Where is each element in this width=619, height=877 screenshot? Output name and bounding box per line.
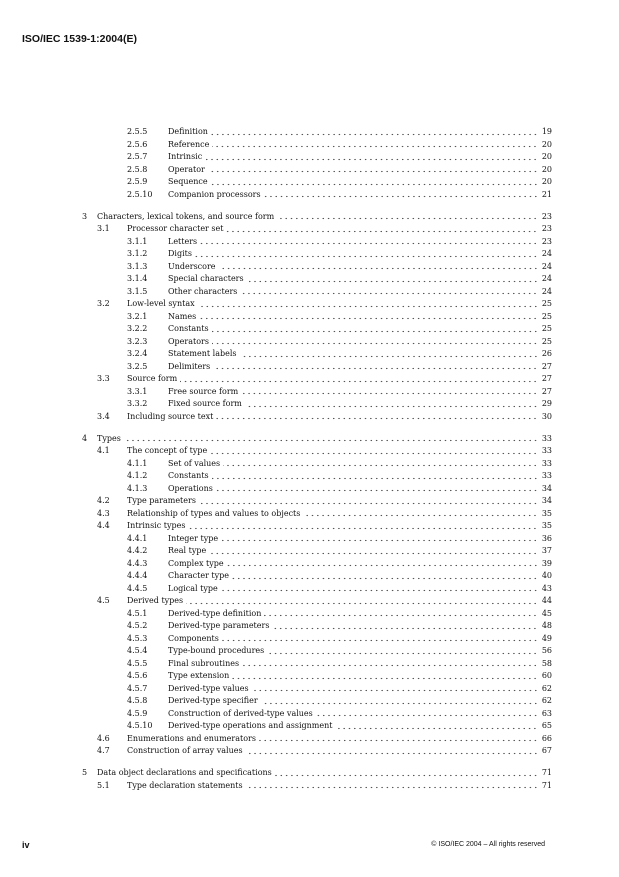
toc-entry[interactable] bbox=[82, 151, 552, 164]
dot-leader bbox=[188, 520, 538, 530]
toc-spacer bbox=[82, 201, 552, 211]
toc-entry-number: 5.1 bbox=[97, 780, 110, 790]
toc-entry[interactable] bbox=[82, 533, 552, 546]
toc-entry[interactable] bbox=[82, 273, 552, 286]
toc-entry-page: 71 bbox=[541, 768, 552, 777]
dot-leader bbox=[199, 495, 538, 505]
toc-entry-page: 65 bbox=[541, 721, 552, 730]
toc-entry-number: 4.5.7 bbox=[127, 683, 148, 693]
toc-entry-page: 23 bbox=[541, 236, 552, 246]
toc-entry-number: 3.3.2 bbox=[127, 399, 148, 408]
toc-entry-title: Statement labels bbox=[168, 349, 237, 358]
toc-entry[interactable] bbox=[82, 708, 552, 721]
toc-entry-title: Fixed source form bbox=[168, 399, 242, 408]
dot-leader bbox=[180, 373, 538, 383]
toc-entry-title: Operator bbox=[168, 164, 205, 174]
toc-entry-title: Derived-type operations and assignment bbox=[168, 721, 333, 730]
toc-entry-title: Processor character set bbox=[127, 224, 224, 233]
toc-entry-title: Characters, lexical tokens, and source form bbox=[97, 211, 275, 221]
toc-entry[interactable] bbox=[82, 695, 552, 708]
toc-entry-title: Type extension bbox=[168, 671, 230, 680]
toc-entry-title: Free source form bbox=[168, 386, 239, 396]
toc-entry-title: Types bbox=[97, 433, 121, 443]
toc-entry[interactable] bbox=[82, 189, 552, 202]
toc-entry[interactable] bbox=[82, 483, 552, 496]
toc-entry-number: 4.5.5 bbox=[127, 658, 148, 668]
toc-entry-title: Source form bbox=[127, 374, 178, 383]
dot-leader bbox=[223, 458, 538, 468]
toc-entry-number: 4.1.2 bbox=[127, 471, 148, 480]
toc-entry[interactable] bbox=[82, 470, 552, 483]
toc-entry[interactable] bbox=[82, 248, 552, 261]
dot-leader bbox=[246, 745, 538, 755]
toc-entry[interactable] bbox=[82, 720, 552, 733]
dot-leader bbox=[212, 323, 538, 333]
dot-leader bbox=[221, 533, 538, 543]
toc-entry[interactable] bbox=[82, 595, 552, 608]
toc-entry-page: 35 bbox=[541, 521, 552, 530]
toc-entry-number: 4.4.4 bbox=[127, 571, 148, 580]
toc-entry[interactable] bbox=[82, 236, 552, 249]
toc-entry-page: 33 bbox=[541, 446, 552, 455]
toc-entry-title: Complex type bbox=[168, 558, 224, 568]
toc-entry[interactable] bbox=[82, 645, 552, 658]
toc-entry-number: 4.4.5 bbox=[127, 583, 148, 593]
toc-entry-title: Letters bbox=[168, 236, 198, 246]
toc-entry-page: 20 bbox=[541, 152, 552, 161]
toc-entry-page: 43 bbox=[541, 583, 552, 593]
toc-entry-page: 62 bbox=[541, 683, 552, 693]
toc-entry-page: 25 bbox=[541, 324, 552, 333]
toc-entry[interactable] bbox=[82, 658, 552, 671]
toc-entry-number: 3.2.2 bbox=[127, 324, 148, 333]
dot-leader bbox=[247, 273, 538, 283]
toc-entry-number: 4.3 bbox=[97, 508, 110, 518]
toc-entry-title: Construction of derived-type values bbox=[168, 708, 313, 718]
dot-leader bbox=[209, 545, 538, 555]
toc-entry-number: 4 bbox=[82, 433, 88, 443]
toc-entry-page: 60 bbox=[541, 671, 552, 680]
toc-entry-number: 3.2.1 bbox=[127, 311, 148, 321]
toc-spacer bbox=[82, 758, 552, 768]
toc-entry-number: 3.2.5 bbox=[127, 361, 148, 371]
toc-entry-page: 62 bbox=[541, 696, 552, 705]
page-number: iv bbox=[22, 840, 30, 850]
toc-entry-title: Type-bound procedures bbox=[168, 646, 265, 655]
toc-entry-number: 3.1 bbox=[97, 224, 110, 233]
dot-leader bbox=[195, 248, 538, 258]
toc-entry-title: Other characters bbox=[168, 286, 238, 296]
dot-leader bbox=[252, 683, 538, 693]
toc-entry-number: 2.5.9 bbox=[127, 177, 148, 186]
toc-entry-number: 4.1.3 bbox=[127, 483, 148, 493]
toc-entry-title: Character type bbox=[168, 571, 230, 580]
toc-entry-number: 4.5 bbox=[97, 596, 110, 605]
toc-entry-page: 20 bbox=[541, 177, 552, 186]
dot-leader bbox=[240, 348, 539, 358]
toc-entry-page: 25 bbox=[541, 299, 552, 308]
toc-entry-title: Companion processors bbox=[168, 189, 261, 199]
toc-entry-number: 4.2 bbox=[97, 496, 110, 505]
toc-entry-page: 20 bbox=[541, 164, 552, 174]
toc-entry[interactable] bbox=[82, 176, 552, 189]
toc-entry[interactable] bbox=[82, 570, 552, 583]
toc-entry-page: 33 bbox=[541, 458, 552, 468]
dot-leader bbox=[216, 483, 538, 493]
toc-entry-title: Real type bbox=[168, 546, 207, 555]
dot-leader bbox=[277, 211, 538, 221]
toc-entry[interactable] bbox=[82, 633, 552, 646]
toc-entry-title: Derived-type definition bbox=[168, 608, 262, 618]
toc-entry-number: 3.1.4 bbox=[127, 274, 148, 283]
toc-entry-page: 44 bbox=[541, 596, 552, 605]
toc-entry-number: 3.1.1 bbox=[127, 236, 148, 246]
toc-entry[interactable] bbox=[82, 520, 552, 533]
toc-entry[interactable] bbox=[82, 386, 552, 399]
toc-entry-title: Integer type bbox=[168, 533, 219, 543]
toc-entry[interactable] bbox=[82, 745, 552, 758]
toc-entry-title: Enumerations and enumerators bbox=[127, 733, 256, 743]
toc-entry[interactable] bbox=[82, 545, 552, 558]
dot-leader bbox=[303, 508, 538, 518]
toc-entry-title: Type declaration statements bbox=[127, 780, 243, 790]
toc-entry-page: 27 bbox=[541, 374, 552, 383]
dot-leader bbox=[232, 670, 538, 680]
toc-entry-number: 3.3 bbox=[97, 374, 110, 383]
toc-entry[interactable] bbox=[82, 398, 552, 411]
toc-entry[interactable] bbox=[82, 495, 552, 508]
toc-entry-page: 66 bbox=[541, 733, 552, 743]
toc-entry-title: Including source text bbox=[127, 411, 214, 421]
dot-leader bbox=[199, 311, 538, 321]
dot-leader bbox=[222, 633, 538, 643]
toc-entry[interactable] bbox=[82, 311, 552, 324]
toc-entry-title: Operators bbox=[168, 336, 209, 346]
toc-entry[interactable] bbox=[82, 126, 552, 139]
toc-entry-page: 58 bbox=[541, 658, 552, 668]
toc-entry-number: 2.5.7 bbox=[127, 152, 148, 161]
dot-leader bbox=[124, 433, 538, 443]
toc-entry-number: 5 bbox=[82, 768, 88, 777]
dot-leader bbox=[211, 176, 538, 186]
toc-entry-page: 56 bbox=[541, 646, 552, 655]
dot-leader bbox=[316, 708, 538, 718]
dot-leader bbox=[210, 445, 538, 455]
dot-leader bbox=[200, 236, 538, 246]
toc-entry[interactable] bbox=[82, 433, 552, 446]
toc-entry[interactable] bbox=[82, 286, 552, 299]
toc-entry-title: Components bbox=[168, 633, 219, 643]
toc-entry-page: 39 bbox=[541, 558, 552, 568]
toc-entry-title: Derived types bbox=[127, 596, 184, 605]
toc-entry[interactable] bbox=[82, 336, 552, 349]
toc-entry-page: 25 bbox=[541, 311, 552, 321]
toc-entry[interactable] bbox=[82, 223, 552, 236]
toc-entry-title: Reference bbox=[168, 139, 210, 149]
toc-entry-number: 4.5.9 bbox=[127, 708, 148, 718]
dot-leader bbox=[241, 386, 538, 396]
toc-entry-page: 37 bbox=[541, 546, 552, 555]
toc-entry-page: 35 bbox=[541, 508, 552, 518]
dot-leader bbox=[264, 189, 538, 199]
toc-entry-page: 20 bbox=[541, 139, 552, 149]
toc-entry-title: Operations bbox=[168, 483, 213, 493]
toc-entry-number: 3.4 bbox=[97, 411, 110, 421]
toc-entry-title: Delimiters bbox=[168, 361, 211, 371]
toc-entry-page: 27 bbox=[541, 386, 552, 396]
toc-entry-page: 34 bbox=[541, 483, 552, 493]
toc-entry[interactable] bbox=[82, 508, 552, 521]
dot-leader bbox=[186, 595, 538, 605]
toc-entry[interactable] bbox=[82, 164, 552, 177]
toc-entry-number: 4.5.3 bbox=[127, 633, 148, 643]
dot-leader bbox=[261, 695, 538, 705]
toc-entry[interactable] bbox=[82, 211, 552, 224]
toc-entry-page: 45 bbox=[541, 608, 552, 618]
toc-entry[interactable] bbox=[82, 361, 552, 374]
toc-entry-page: 24 bbox=[541, 274, 552, 283]
dot-leader bbox=[212, 336, 538, 346]
toc-entry-number: 2.5.10 bbox=[127, 189, 153, 199]
toc-entry-number: 2.5.6 bbox=[127, 139, 148, 149]
toc-entry-page: 49 bbox=[541, 633, 552, 643]
toc-entry-number: 4.4 bbox=[97, 521, 110, 530]
toc-entry-page: 24 bbox=[541, 261, 552, 271]
toc-entry-title: Set of values bbox=[168, 458, 221, 468]
toc-entry-number: 3.1.2 bbox=[127, 249, 148, 258]
dot-leader bbox=[240, 286, 538, 296]
dot-leader bbox=[205, 151, 538, 161]
toc-entry-page: 23 bbox=[541, 211, 552, 221]
toc-entry-title: Constants bbox=[168, 324, 209, 333]
toc-entry-title: Construction of array values bbox=[127, 746, 243, 755]
toc-entry-title: Intrinsic bbox=[168, 152, 203, 161]
dot-leader bbox=[198, 298, 538, 308]
document-header: ISO/IEC 1539-1:2004(E) bbox=[22, 33, 137, 45]
dot-leader bbox=[212, 139, 538, 149]
dot-leader bbox=[259, 733, 538, 743]
dot-leader bbox=[226, 223, 538, 233]
toc-entry[interactable] bbox=[82, 348, 552, 361]
toc-entry[interactable] bbox=[82, 620, 552, 633]
toc-entry-page: 29 bbox=[541, 399, 552, 408]
toc-entry-page: 40 bbox=[541, 571, 552, 580]
toc-entry-number: 3.1.3 bbox=[127, 261, 148, 271]
toc-entry-number: 4.5.6 bbox=[127, 671, 148, 680]
copyright-notice: © ISO/IEC 2004 – All rights reserved bbox=[431, 841, 545, 848]
toc-entry-number: 4.4.1 bbox=[127, 533, 148, 543]
toc-entry-number: 4.1 bbox=[97, 446, 110, 455]
toc-entry-number: 3 bbox=[82, 211, 88, 221]
toc-entry-number: 3.2 bbox=[97, 299, 110, 308]
toc-entry-page: 71 bbox=[541, 780, 552, 790]
toc-entry-page: 33 bbox=[541, 433, 552, 443]
toc-entry-number: 3.3.1 bbox=[127, 386, 148, 396]
toc-entry-number: 3.2.4 bbox=[127, 349, 148, 358]
toc-entry-title: Data object declarations and specifications bbox=[97, 768, 272, 777]
toc-entry-title: Low-level syntax bbox=[127, 299, 195, 308]
toc-entry-title: Underscore bbox=[168, 261, 216, 271]
toc-entry-title: Sequence bbox=[168, 177, 208, 186]
toc-entry-page: 30 bbox=[541, 411, 552, 421]
toc-entry-title: Special characters bbox=[168, 274, 244, 283]
dot-leader bbox=[208, 164, 538, 174]
toc-entry[interactable] bbox=[82, 733, 552, 746]
toc-entry-page: 24 bbox=[541, 249, 552, 258]
table-of-contents bbox=[82, 126, 552, 792]
toc-entry[interactable] bbox=[82, 558, 552, 571]
toc-entry-page: 36 bbox=[541, 533, 552, 543]
toc-entry-title: Derived-type values bbox=[168, 683, 249, 693]
toc-entry-page: 25 bbox=[541, 336, 552, 346]
toc-entry[interactable] bbox=[82, 608, 552, 621]
toc-entry-number: 4.4.2 bbox=[127, 546, 148, 555]
toc-entry-title: Digits bbox=[168, 249, 192, 258]
dot-leader bbox=[213, 361, 538, 371]
toc-entry-number: 4.1.1 bbox=[127, 458, 148, 468]
toc-entry[interactable] bbox=[82, 445, 552, 458]
toc-entry-title: Final subroutines bbox=[168, 658, 240, 668]
toc-entry-title: Logical type bbox=[168, 583, 218, 593]
toc-entry-number: 4.7 bbox=[97, 746, 110, 755]
toc-entry-page: 34 bbox=[541, 496, 552, 505]
toc-entry-title: Derived-type specifier bbox=[168, 696, 258, 705]
toc-entry-title: Constants bbox=[168, 471, 209, 480]
dot-leader bbox=[335, 720, 538, 730]
dot-leader bbox=[242, 658, 538, 668]
toc-entry-number: 2.5.8 bbox=[127, 164, 148, 174]
dot-leader bbox=[219, 261, 538, 271]
dot-leader bbox=[216, 411, 538, 421]
toc-entry[interactable] bbox=[82, 767, 552, 780]
toc-entry-number: 4.5.10 bbox=[127, 721, 153, 730]
dot-leader bbox=[275, 767, 538, 777]
toc-entry-number: 4.6 bbox=[97, 733, 110, 743]
toc-entry-number: 3.1.5 bbox=[127, 286, 148, 296]
toc-entry[interactable] bbox=[82, 373, 552, 386]
toc-entry-number: 4.5.8 bbox=[127, 696, 148, 705]
dot-leader bbox=[221, 583, 538, 593]
toc-entry-page: 67 bbox=[541, 746, 552, 755]
dot-leader bbox=[272, 620, 538, 630]
toc-entry-page: 23 bbox=[541, 224, 552, 233]
dot-leader bbox=[245, 398, 538, 408]
toc-entry[interactable] bbox=[82, 139, 552, 152]
dot-leader bbox=[246, 780, 538, 790]
toc-entry-title: Type parameters bbox=[127, 496, 196, 505]
dot-leader bbox=[264, 608, 538, 618]
toc-entry-title: Relationship of types and values to objects bbox=[127, 508, 301, 518]
toc-entry-number: 4.5.1 bbox=[127, 608, 148, 618]
toc-entry[interactable] bbox=[82, 323, 552, 336]
toc-entry-page: 19 bbox=[541, 127, 552, 136]
dot-leader bbox=[211, 126, 538, 136]
toc-entry-title: Derived-type parameters bbox=[168, 621, 270, 630]
toc-entry[interactable] bbox=[82, 683, 552, 696]
toc-entry-page: 21 bbox=[541, 189, 552, 199]
toc-entry-page: 26 bbox=[541, 349, 552, 358]
toc-entry[interactable] bbox=[82, 780, 552, 793]
toc-entry-title: Definition bbox=[168, 127, 208, 136]
toc-entry-page: 63 bbox=[541, 708, 552, 718]
toc-entry-number: 4.4.3 bbox=[127, 558, 148, 568]
toc-entry-page: 33 bbox=[541, 471, 552, 480]
toc-entry-number: 2.5.5 bbox=[127, 127, 148, 136]
dot-leader bbox=[232, 570, 538, 580]
toc-entry-page: 48 bbox=[541, 621, 552, 630]
toc-entry[interactable] bbox=[82, 458, 552, 471]
dot-leader bbox=[267, 645, 538, 655]
toc-entry[interactable] bbox=[82, 670, 552, 683]
toc-entry-number: 3.2.3 bbox=[127, 336, 148, 346]
toc-entry-page: 24 bbox=[541, 286, 552, 296]
toc-entry-title: Intrinsic types bbox=[127, 521, 186, 530]
toc-entry-number: 4.5.2 bbox=[127, 621, 148, 630]
dot-leader bbox=[227, 558, 538, 568]
toc-entry[interactable] bbox=[82, 298, 552, 311]
toc-spacer bbox=[82, 423, 552, 433]
toc-entry[interactable] bbox=[82, 583, 552, 596]
toc-entry-page: 27 bbox=[541, 361, 552, 371]
toc-entry-title: The concept of type bbox=[127, 446, 208, 455]
toc-entry[interactable] bbox=[82, 411, 552, 424]
toc-entry[interactable] bbox=[82, 261, 552, 274]
toc-entry-title: Names bbox=[168, 311, 197, 321]
toc-entry-number: 4.5.4 bbox=[127, 646, 148, 655]
dot-leader bbox=[212, 470, 538, 480]
